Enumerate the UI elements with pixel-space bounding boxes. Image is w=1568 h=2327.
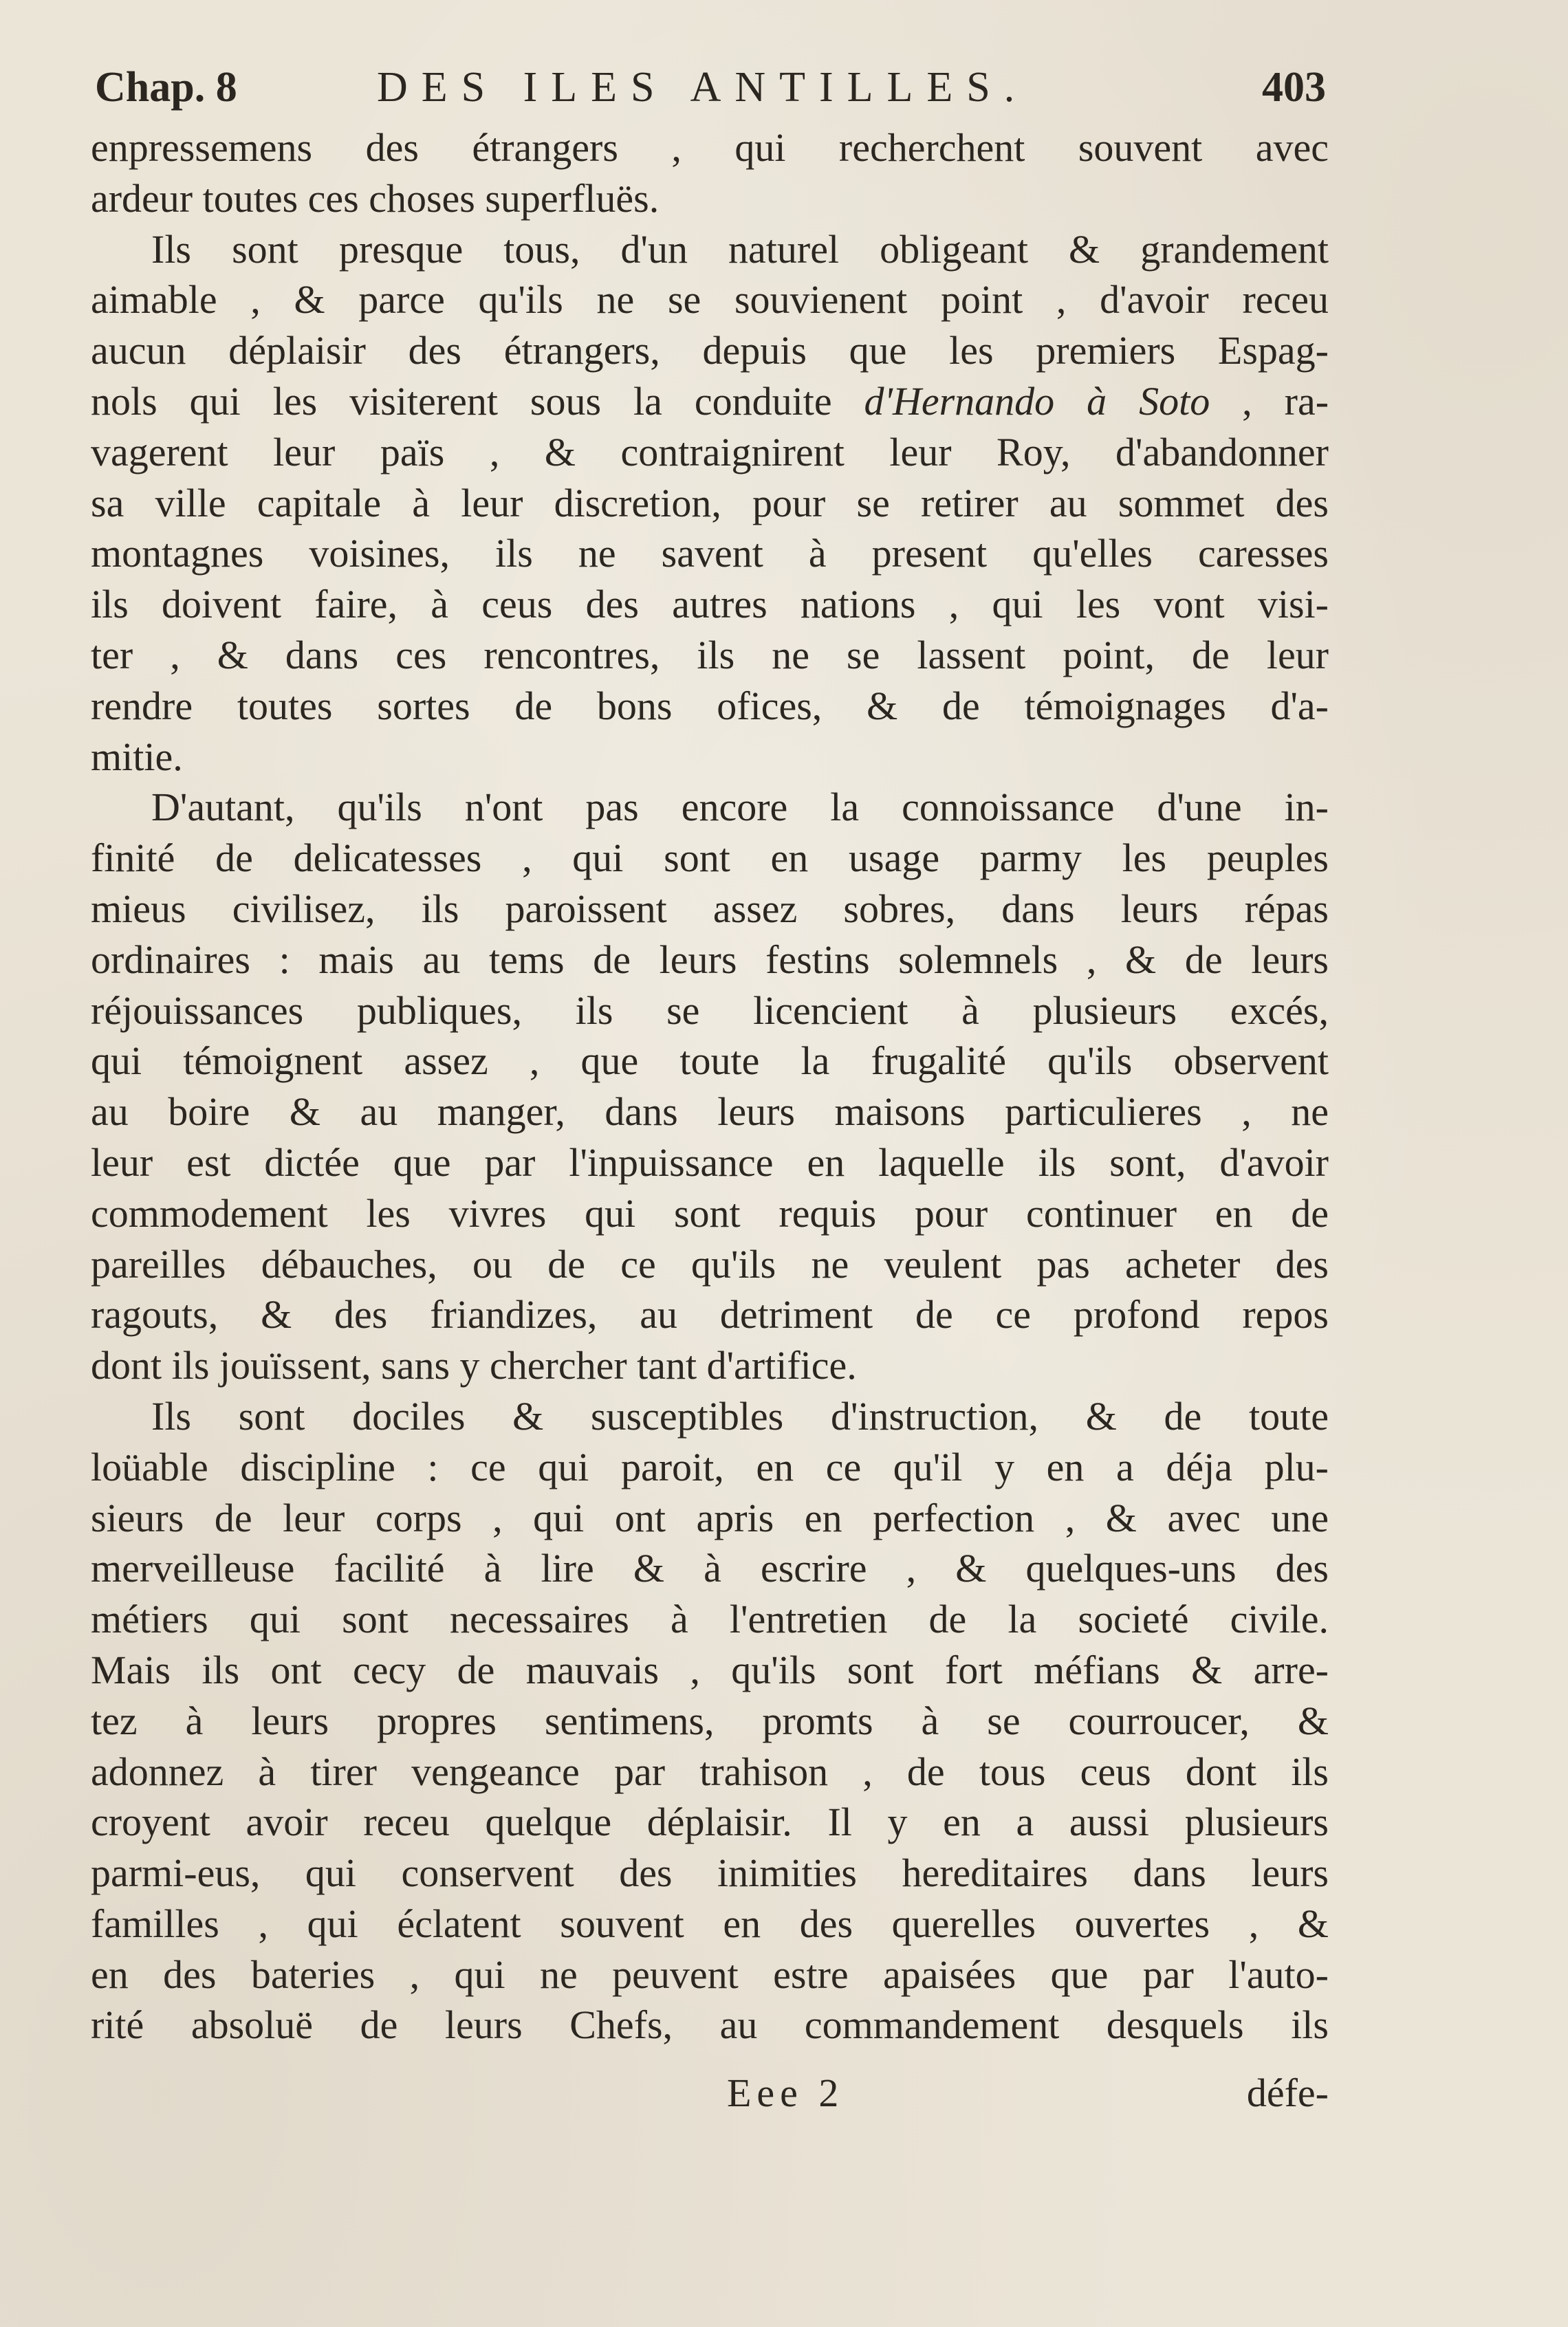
- running-title: DES ILES ANTILLES.: [377, 64, 1029, 111]
- text-line: réjouissances publiques, ils se licencient à plusieurs excés,: [91, 987, 1329, 1033]
- text-line: en des bateries , qui ne peuvent estre apaisées que par l'auto-: [91, 1952, 1329, 1997]
- text-line: dont ils jouïssent, sans y chercher tant d'artifice.: [91, 1343, 857, 1388]
- text-line: Mais ils ont cecy de mauvais , qu'ils sont fort méfians & arre-: [91, 1647, 1329, 1692]
- text-line: loüable discipline : ce qui paroit, en ce qu'il y en a déja plu-: [91, 1444, 1329, 1489]
- text-line: sa ville capitale à leur discretion, pour se retirer au sommet des: [91, 480, 1329, 525]
- text-line: enpressemens des étrangers , qui recherchent souvent avec: [91, 125, 1329, 170]
- text-line: mitie.: [91, 734, 183, 779]
- text-line: au boire & au manger, dans leurs maisons particulieres , ne: [91, 1089, 1329, 1135]
- text-line: parmi-eus, qui conservent des inimities hereditaires dans leurs: [91, 1850, 1329, 1896]
- text-line: merveilleuse facilité à lire & à escrire , & quelques-uns des: [91, 1546, 1329, 1591]
- text-line: aimable , & parce qu'ils ne se souvienent point , d'avoir receu: [91, 277, 1329, 323]
- text-line: sieurs de leur corps , qui ont apris en perfection , & avec une: [91, 1495, 1329, 1540]
- text-line: montagnes voisines, ils ne savent à present qu'elles caresses: [91, 531, 1329, 576]
- text-line: pareilles débauches, ou de ce qu'ils ne veulent pas acheter des: [91, 1241, 1329, 1287]
- text-line: leur est dictée que par l'inpuissance en laquelle ils sont, d'avoir: [91, 1139, 1329, 1185]
- signature-mark: Eee 2: [727, 2071, 845, 2115]
- text-line: rendre toutes sortes de bons ofices, & de témoignages d'a-: [91, 683, 1329, 728]
- text-line: Ils sont presque tous, d'un naturel obligeant & grandement: [151, 226, 1329, 272]
- text-line: ragouts, & des friandizes, au detriment de ce profond repos: [91, 1292, 1329, 1337]
- catchword: défe-: [1246, 2071, 1329, 2115]
- text-line: ordinaires : mais au tems de leurs festins solemnels , & de leurs: [91, 937, 1329, 982]
- italic-name: d'Hernando à Soto: [864, 378, 1210, 424]
- text-line: croyent avoir receu quelque déplaisir. Il y en a aussi plusieurs: [91, 1800, 1329, 1845]
- text-line: aucun déplaisir des étrangers, depuis que les premiers Espag-: [91, 328, 1329, 373]
- text-line: ter , & dans ces rencontres, ils ne se lassent point, de leur: [91, 632, 1329, 677]
- text-line: qui témoignent assez , que toute la frugalité qu'ils observent: [91, 1038, 1329, 1084]
- text-line: [91, 376, 1329, 427]
- page-footer: [91, 2070, 1329, 2125]
- body-text: [91, 122, 1329, 2051]
- text-line: finité de delicatesses , qui sont en usage parmy les peuples: [91, 835, 1329, 881]
- text-line: Ils sont dociles & susceptibles d'instruction, & de toute: [151, 1393, 1329, 1439]
- text-line: familles , qui éclatent souvent en des querelles ouvertes , &: [91, 1901, 1329, 1946]
- chapter-label: Chap. 8: [95, 64, 237, 111]
- text-line: mieus civilisez, ils paroissent assez sobres, dans leurs répas: [91, 886, 1329, 931]
- text-line: métiers qui sont necessaires à l'entretien de la societé civile.: [91, 1597, 1329, 1642]
- text-line: tez à leurs propres sentimens, promts à se courroucer, &: [91, 1698, 1329, 1743]
- page-number: 403: [1262, 64, 1326, 111]
- text-line: adonnez à tirer vengeance par trahison , de tous ceus dont ils: [91, 1749, 1329, 1794]
- text-line: vagerent leur païs , & contraignirent leur Roy, d'abandonner: [91, 429, 1329, 474]
- text-line: D'autant, qu'ils n'ont pas encore la connoissance d'une in-: [151, 785, 1329, 830]
- text-line-end: , ra-: [1210, 378, 1329, 424]
- running-header: [95, 63, 1326, 118]
- text-line: commodement les vivres qui sont requis pour continuer en de: [91, 1190, 1329, 1236]
- text-line: ils doivent faire, à ceus des autres nations , qui les vont visi-: [91, 582, 1329, 627]
- text-line-start: nols qui les visiterent sous la conduite: [91, 378, 864, 424]
- text-line: ardeur toutes ces choses superfluës.: [91, 175, 660, 221]
- text-line: rité absoluë de leurs Chefs, au commandement desquels ils: [91, 2002, 1329, 2048]
